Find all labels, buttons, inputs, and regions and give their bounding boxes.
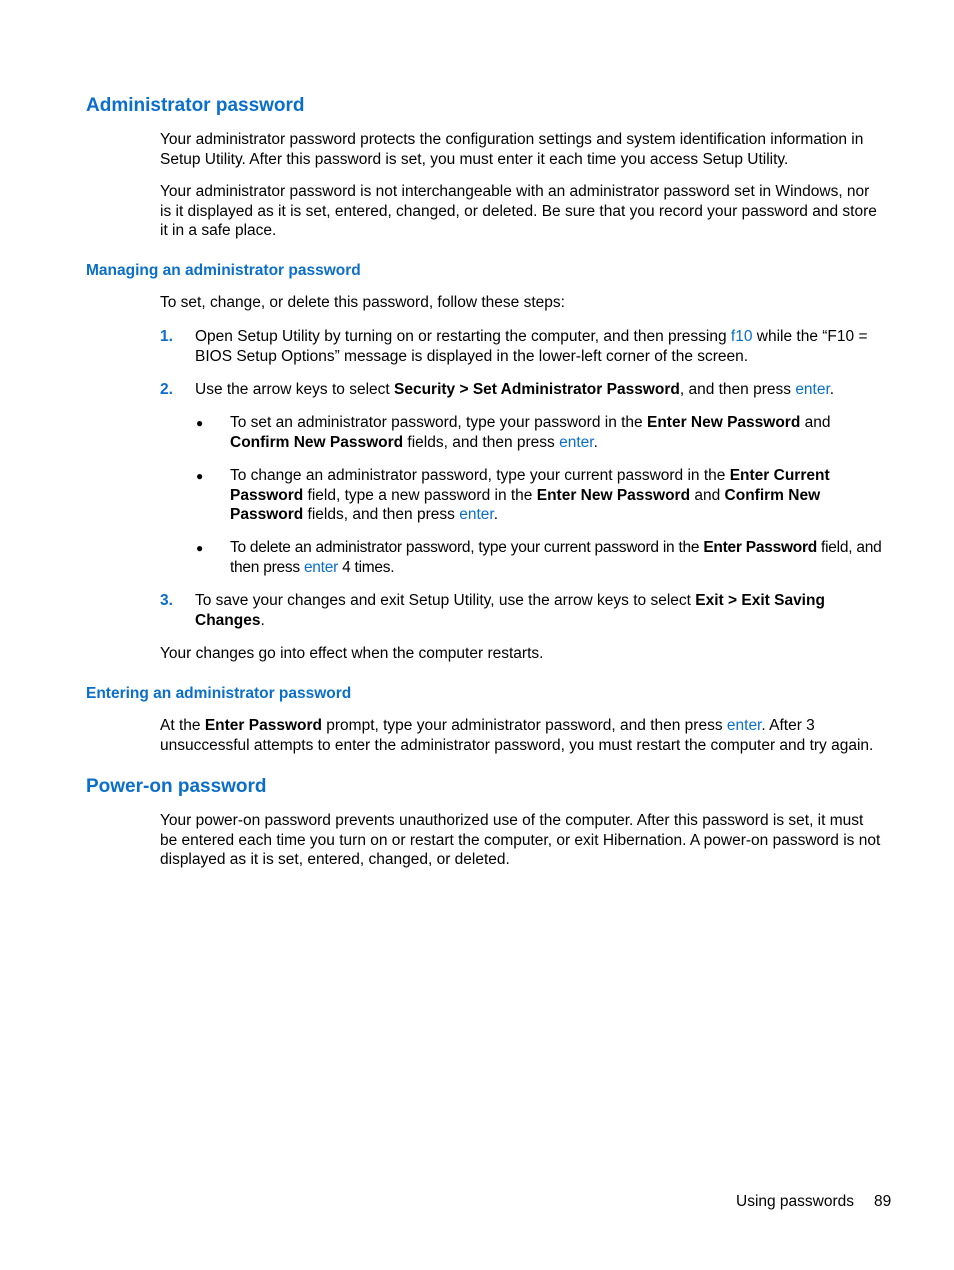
page-footer: [736, 1192, 891, 1212]
key-enter: enter: [559, 433, 594, 451]
bullet-change-password: To change an administrator password, type your current password in the Enter Current Password field, type a new password in the Enter New Password and Confirm New Password fields, and then press enter.: [230, 467, 830, 523]
key-enter: enter: [303, 558, 339, 576]
heading-power-on-password: Power-on password: [86, 776, 267, 797]
poweron-paragraph: Your power-on password prevents unauthorized use of the computer. After this password is set, it must be entered each time you turn on or restart the computer, or exit Hibernation. A power-on password is not displayed as it is set, entered, changed, or deleted.: [160, 812, 881, 868]
key-enter: enter: [726, 717, 762, 734]
bullet-delete-password: To delete an administrator password, type your current password in the Enter Password field, and then press enter 4 times.: [230, 539, 882, 576]
heading-managing-admin-password: Managing an administrator password: [86, 262, 361, 279]
bullet-icon: ●: [196, 541, 204, 555]
step-1-text: Open Setup Utility by turning on or restarting the computer, and then pressing f10 while the “F10 = BIOS Setup Options” message is displayed in the lower-left corner of the screen.: [195, 328, 868, 365]
step-2-number: 2.: [160, 381, 173, 398]
bullet-set-password: To set an administrator password, type your password in the Enter New Password and Confirm New Password fields, and then press enter.: [230, 414, 831, 451]
key-f10: f10: [730, 328, 753, 345]
bullet-icon: ●: [196, 469, 204, 483]
entering-paragraph: At the Enter Password prompt, type your administrator password, and then press enter. After 3 unsuccessful attempts to enter the administrator password, you must restart the computer and try again.: [160, 717, 874, 754]
key-enter: enter: [795, 381, 830, 398]
step-3-number: 3.: [160, 592, 173, 609]
step-2-text: Use the arrow keys to select Security > Set Administrator Password, and then press enter.: [195, 381, 835, 398]
heading-administrator-password: Administrator password: [86, 95, 305, 116]
admin-intro-paragraph: Your administrator password protects the configuration settings and system identification information in Setup Utility. After this password is set, you must enter it each time you access Setup Utility.: [160, 131, 864, 168]
step-1-number: 1.: [160, 328, 173, 345]
step-3-text: To save your changes and exit Setup Utility, use the arrow keys to select Exit > Exit Saving Changes.: [195, 592, 825, 629]
managing-outro-paragraph: Your changes go into effect when the computer restarts.: [160, 645, 544, 662]
managing-intro-paragraph: To set, change, or delete this password, follow these steps:: [160, 294, 565, 311]
heading-entering-admin-password: Entering an administrator password: [86, 685, 352, 702]
key-enter: enter: [459, 506, 494, 523]
page-number: 89: [874, 1193, 892, 1210]
bullet-icon: ●: [196, 416, 204, 430]
admin-note-paragraph: Your administrator password is not interchangeable with an administrator password set in Windows, nor is it displayed as it is set, entered, changed, or deleted. Be sure that you record your password and store it in a safe place.: [160, 183, 877, 239]
footer-section-title: Using passwords: [736, 1193, 855, 1210]
